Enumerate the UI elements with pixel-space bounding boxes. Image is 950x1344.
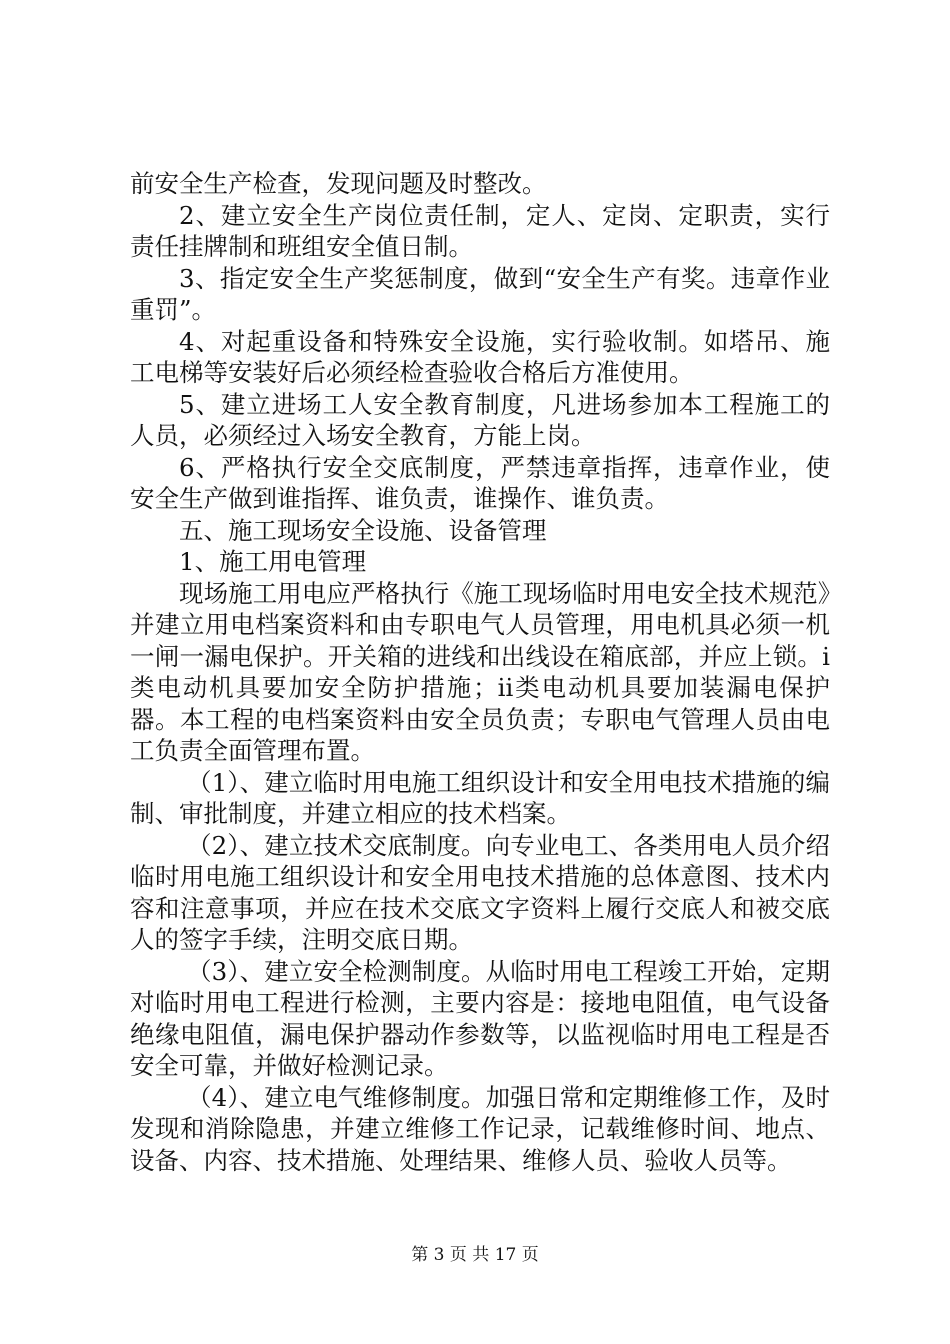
paragraph-item-3: 3、指定安全生产奖惩制度，做到“安全生产有奖。违章作业重罚”。 (130, 263, 830, 324)
paragraph-item-6: 6、严格执行安全交底制度，严禁违章指挥，违章作业，使安全生产做到谁指挥、谁负责，谁操作、谁负责。 (130, 452, 830, 513)
paragraph-sub-item-1: （1）、建立临时用电施工组织设计和安全用电技术措施的编制、审批制度，并建立相应的技术档案。 (130, 767, 830, 828)
page-footer: 第 3 页 共 17 页 (411, 1245, 539, 1265)
paragraph-item-2: 2、建立安全生产岗位责任制，定人、定岗、定职责，实行责任挂牌制和班组安全值日制。 (130, 200, 830, 261)
subsection-heading: 1、施工用电管理 (179, 547, 367, 576)
paragraph-item-4: 4、对起重设备和特殊安全设施，实行验收制。如塔吊、施工电梯等安装好后必须经检查验收合格后方准使用。 (130, 326, 830, 387)
paragraph-continuation: 前安全生产检查，发现问题及时整改。 (130, 169, 547, 198)
paragraph-electric-management: 现场施工用电应严格执行《施工现场临时用电安全技术规范》并建立用电档案资料和由专职电气人员管理，用电机具必须一机一闸一漏电保护。开关箱的进线和出线设在箱底部，并应上锁。i类电动机具要加安全防护措施；ii类电动机具要加装漏电保护器。本工程的电档案资料由安全员负责；专职电气管理人员由电工负责全面管理布置。 (130, 578, 830, 765)
section-heading: 五、施工现场安全设施、设备管理 (179, 515, 547, 545)
document-body (130, 168, 830, 1176)
paragraph-sub-item-3: （3）、建立安全检测制度。从临时用电工程竣工开始，定期对临时用电工程进行检测，主要内容是：接地电阻值，电气设备绝缘电阻值，漏电保护器动作参数等，以监视临时用电工程是否安全可靠，并做好检测记录。 (130, 956, 830, 1080)
paragraph-sub-item-2: （2）、建立技术交底制度。向专业电工、各类用电人员介绍临时用电施工组织设计和安全用电技术措施的总体意图、技术内容和注意事项，并应在技术交底文字资料上履行交底人和被交底人的签字手续，注明交底日期。 (130, 830, 830, 954)
paragraph-item-5: 5、建立进场工人安全教育制度，凡进场参加本工程施工的人员，必须经过入场安全教育，方能上岗。 (130, 389, 830, 450)
paragraph-sub-item-4: （4）、建立电气维修制度。加强日常和定期维修工作，及时发现和消除隐患，并建立维修工作记录，记载维修时间、地点、设备、内容、技术措施、处理结果、维修人员、验收人员等。 (130, 1082, 830, 1175)
